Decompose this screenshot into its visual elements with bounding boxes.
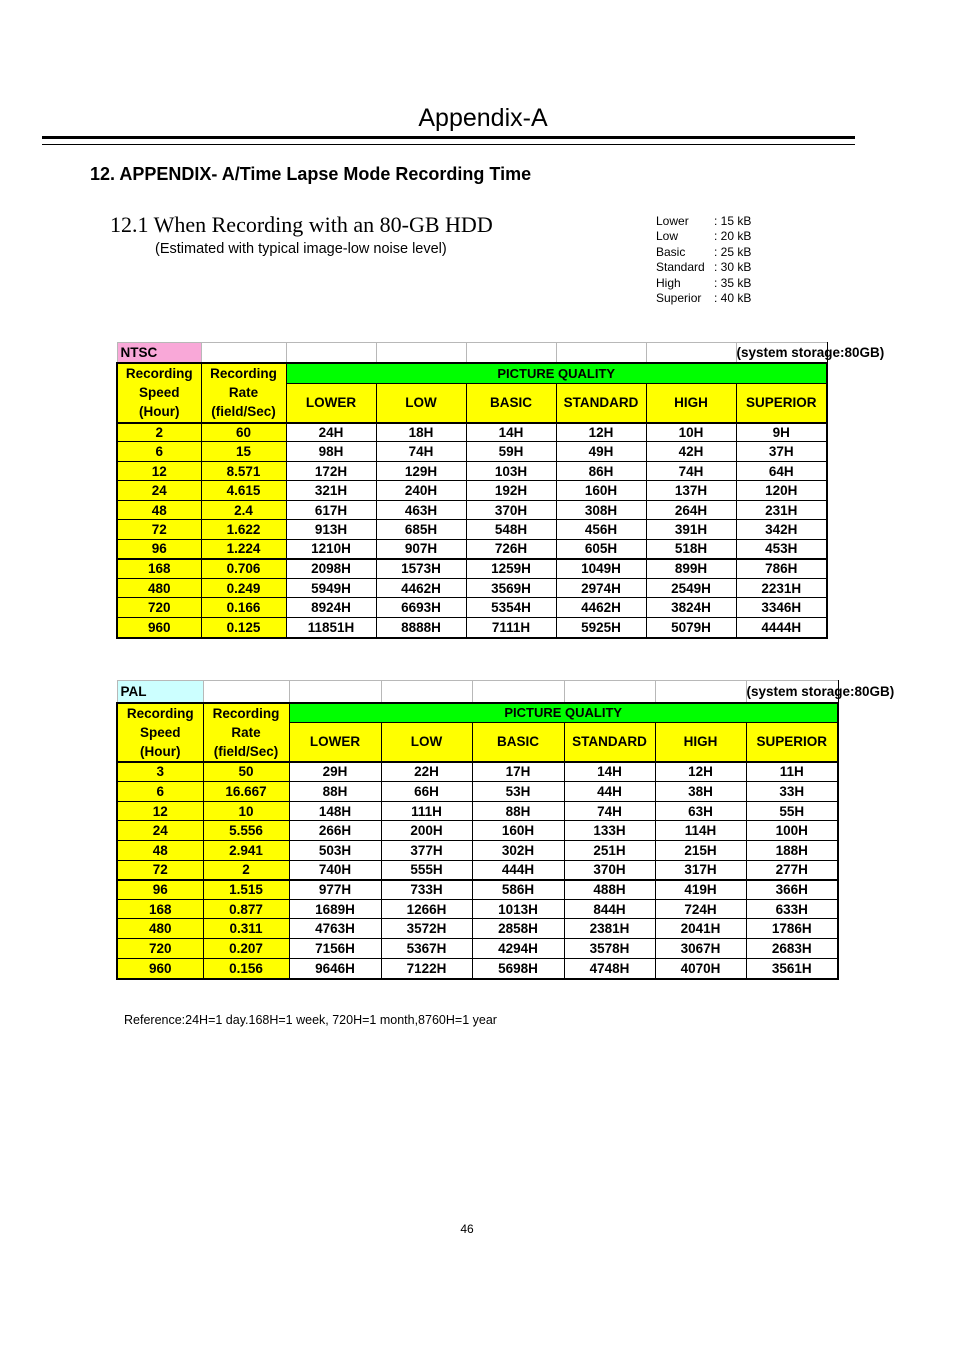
time-cell: 5925H <box>556 618 646 638</box>
rate-cell: 2.941 <box>203 841 289 861</box>
size-row-high <box>656 276 751 291</box>
time-cell: 1210H <box>286 540 376 559</box>
empty-cell <box>564 681 655 703</box>
speed-cell: 96 <box>117 540 201 559</box>
time-cell: 1259H <box>466 559 556 579</box>
time-cell: 74H <box>376 442 466 462</box>
empty-cell <box>286 343 376 363</box>
time-cell: 2041H <box>655 919 746 939</box>
time-cell: 366H <box>746 880 838 900</box>
rate-cell: 0.125 <box>201 618 286 638</box>
page-title: Appendix-A <box>418 104 548 132</box>
time-cell: 4070H <box>655 959 746 979</box>
rate-cell: 0.166 <box>201 598 286 618</box>
time-cell: 64H <box>736 462 827 481</box>
title-rule-thin <box>42 144 855 145</box>
size-row-superior <box>656 291 751 306</box>
time-cell: 7122H <box>381 959 472 979</box>
time-cell: 44H <box>564 782 655 802</box>
time-cell: 5949H <box>286 579 376 598</box>
rate-cell: 0.311 <box>203 919 289 939</box>
time-cell: 1049H <box>556 559 646 579</box>
rate-cell: 50 <box>203 762 289 782</box>
system-storage-note: (system storage:80GB) <box>736 343 827 363</box>
time-cell: 37H <box>736 442 827 462</box>
table-row <box>117 959 838 979</box>
speed-header-line: (Hour) <box>139 404 180 419</box>
time-cell: 913H <box>286 520 376 540</box>
time-cell: 160H <box>556 481 646 501</box>
size-label: Low <box>656 229 679 244</box>
time-cell: 2381H <box>564 919 655 939</box>
table-row <box>117 579 827 598</box>
quality-header-high: HIGH <box>646 384 736 423</box>
time-cell: 419H <box>655 880 746 900</box>
time-cell: 120H <box>736 481 827 501</box>
table-row <box>117 841 838 861</box>
time-cell: 5354H <box>466 598 556 618</box>
rate-cell: 16.667 <box>203 782 289 802</box>
empty-cell <box>203 681 289 703</box>
rate-cell: 0.706 <box>201 559 286 579</box>
empty-cell <box>381 681 472 703</box>
time-cell: 4294H <box>472 939 564 959</box>
rate-cell: 0.249 <box>201 579 286 598</box>
size-value: : 40 kB <box>714 291 752 306</box>
speed-header-line: Speed <box>138 385 180 400</box>
size-row-low <box>656 229 751 244</box>
time-cell: 88H <box>472 802 564 821</box>
time-cell: 3067H <box>655 939 746 959</box>
time-cell: 215H <box>655 841 746 861</box>
time-cell: 2858H <box>472 919 564 939</box>
rate-header-line: Recording <box>212 705 280 721</box>
quality-header-standard: STANDARD <box>564 723 655 762</box>
empty-cell <box>289 681 381 703</box>
time-cell: 8888H <box>376 618 466 638</box>
time-cell: 548H <box>466 520 556 540</box>
rate-cell: 4.615 <box>201 481 286 501</box>
time-cell: 12H <box>556 423 646 442</box>
quality-header-lower: LOWER <box>286 384 376 423</box>
quality-header-superior: SUPERIOR <box>746 723 838 762</box>
time-cell: 518H <box>646 540 736 559</box>
time-cell: 617H <box>286 501 376 520</box>
quality-header-superior: SUPERIOR <box>736 384 827 423</box>
time-cell: 88H <box>289 782 381 802</box>
time-cell: 3824H <box>646 598 736 618</box>
time-cell: 3561H <box>746 959 838 979</box>
time-cell: 200H <box>381 821 472 841</box>
rate-cell: 2.4 <box>201 501 286 520</box>
time-cell: 907H <box>376 540 466 559</box>
system-label: NTSC <box>117 343 201 363</box>
time-cell: 726H <box>466 540 556 559</box>
time-cell: 17H <box>472 762 564 782</box>
table-row <box>117 802 838 821</box>
picture-quality-header: PICTURE QUALITY <box>289 703 838 723</box>
speed-cell: 72 <box>117 520 201 540</box>
time-cell: 172H <box>286 462 376 481</box>
time-cell: 2231H <box>736 579 827 598</box>
quality-header-standard: STANDARD <box>556 384 646 423</box>
time-cell: 317H <box>655 861 746 880</box>
time-cell: 74H <box>564 802 655 821</box>
size-label: Basic <box>656 244 686 259</box>
speed-cell: 480 <box>117 579 201 598</box>
table-row <box>117 559 827 579</box>
table-row <box>117 900 838 919</box>
size-row-standard <box>656 260 751 275</box>
table-row <box>117 481 827 501</box>
time-cell: 1786H <box>746 919 838 939</box>
time-cell: 266H <box>289 821 381 841</box>
rate-header <box>201 363 286 423</box>
speed-cell: 24 <box>117 821 203 841</box>
time-cell: 129H <box>376 462 466 481</box>
size-label: Lower <box>656 214 689 228</box>
time-cell: 66H <box>381 782 472 802</box>
speed-cell: 720 <box>117 939 203 959</box>
time-cell: 22H <box>381 762 472 782</box>
rate-cell: 1.622 <box>201 520 286 540</box>
table-row <box>117 821 838 841</box>
time-cell: 42H <box>646 442 736 462</box>
time-cell: 4462H <box>376 579 466 598</box>
time-cell: 453H <box>736 540 827 559</box>
time-cell: 74H <box>646 462 736 481</box>
time-cell: 148H <box>289 802 381 821</box>
time-cell: 38H <box>655 782 746 802</box>
time-cell: 4462H <box>556 598 646 618</box>
time-cell: 240H <box>376 481 466 501</box>
time-cell: 8924H <box>286 598 376 618</box>
speed-cell: 12 <box>117 802 203 821</box>
system-storage-note: (system storage:80GB) <box>746 681 838 703</box>
time-cell: 63H <box>655 802 746 821</box>
speed-header-line: Recording <box>125 366 193 381</box>
rate-cell: 8.571 <box>201 462 286 481</box>
time-cell: 103H <box>466 462 556 481</box>
rate-cell: 1.224 <box>201 540 286 559</box>
speed-cell: 720 <box>117 598 201 618</box>
time-cell: 11H <box>746 762 838 782</box>
time-cell: 3572H <box>381 919 472 939</box>
pal-recording-time-table <box>116 680 895 980</box>
time-cell: 444H <box>472 861 564 880</box>
time-cell: 4763H <box>289 919 381 939</box>
speed-header-line: (Hour) <box>140 743 181 759</box>
empty-cell <box>376 343 466 363</box>
speed-cell: 960 <box>117 959 203 979</box>
quality-header-low: LOW <box>376 384 466 423</box>
time-cell: 633H <box>746 900 838 919</box>
time-cell: 277H <box>746 861 838 880</box>
rate-cell: 60 <box>201 423 286 442</box>
time-cell: 10H <box>646 423 736 442</box>
rate-cell: 5.556 <box>203 821 289 841</box>
size-value: : 25 kB <box>714 244 752 259</box>
time-cell: 114H <box>655 821 746 841</box>
time-cell: 11851H <box>286 618 376 638</box>
size-value: : 30 kB <box>714 260 752 275</box>
time-cell: 4748H <box>564 959 655 979</box>
time-cell: 137H <box>646 481 736 501</box>
time-cell: 29H <box>289 762 381 782</box>
time-cell: 1573H <box>376 559 466 579</box>
subsection-heading: 12.1 When Recording with an 80-GB HDD <box>110 212 493 237</box>
size-label: High <box>656 275 681 290</box>
speed-header <box>117 363 201 423</box>
time-cell: 733H <box>381 880 472 900</box>
time-cell: 49H <box>556 442 646 462</box>
ntsc-recording-time-table <box>116 342 885 639</box>
speed-cell: 2 <box>117 423 201 442</box>
time-cell: 7156H <box>289 939 381 959</box>
size-value: : 15 kB <box>714 214 752 228</box>
time-cell: 1013H <box>472 900 564 919</box>
section-heading: 12. APPENDIX- A/Time Lapse Mode Recording Time <box>90 164 532 184</box>
time-cell: 188H <box>746 841 838 861</box>
speed-cell: 960 <box>117 618 201 638</box>
time-cell: 1266H <box>381 900 472 919</box>
time-cell: 5698H <box>472 959 564 979</box>
time-cell: 555H <box>381 861 472 880</box>
time-cell: 100H <box>746 821 838 841</box>
rate-cell: 0.877 <box>203 900 289 919</box>
table-row <box>117 598 827 618</box>
table-row <box>117 462 827 481</box>
table-row <box>117 501 827 520</box>
time-cell: 321H <box>286 481 376 501</box>
size-row-lower <box>656 214 751 229</box>
time-cell: 111H <box>381 802 472 821</box>
rate-header-line: Rate <box>231 724 261 740</box>
speed-cell: 480 <box>117 919 203 939</box>
rate-header <box>203 703 289 762</box>
speed-cell: 6 <box>117 442 201 462</box>
rate-header-line: Rate <box>228 385 259 400</box>
table-row <box>117 762 838 782</box>
empty-cell <box>201 343 286 363</box>
time-cell: 844H <box>564 900 655 919</box>
rate-header-line: (field/Sec) <box>213 743 279 759</box>
time-cell: 264H <box>646 501 736 520</box>
rate-cell: 10 <box>203 802 289 821</box>
time-cell: 503H <box>289 841 381 861</box>
page-number: 46 <box>460 1222 474 1236</box>
time-cell: 192H <box>466 481 556 501</box>
size-label: Superior <box>656 291 702 306</box>
speed-header <box>117 703 203 762</box>
time-cell: 231H <box>736 501 827 520</box>
title-rule-thick <box>42 136 855 139</box>
quality-header-basic: BASIC <box>466 384 556 423</box>
rate-cell: 1.515 <box>203 880 289 900</box>
time-cell: 1689H <box>289 900 381 919</box>
speed-cell: 6 <box>117 782 203 802</box>
empty-cell <box>655 681 746 703</box>
time-cell: 14H <box>466 423 556 442</box>
time-cell: 488H <box>564 880 655 900</box>
table-row <box>117 861 838 880</box>
speed-cell: 24 <box>117 481 201 501</box>
time-cell: 12H <box>655 762 746 782</box>
time-cell: 342H <box>736 520 827 540</box>
time-cell: 160H <box>472 821 564 841</box>
time-cell: 2098H <box>286 559 376 579</box>
time-cell: 463H <box>376 501 466 520</box>
time-cell: 3569H <box>466 579 556 598</box>
time-cell: 5367H <box>381 939 472 959</box>
quality-size-legend <box>656 214 751 306</box>
quality-header-high: HIGH <box>655 723 746 762</box>
time-cell: 2683H <box>746 939 838 959</box>
empty-cell <box>472 681 564 703</box>
size-label: Standard <box>656 260 705 275</box>
time-cell: 977H <box>289 880 381 900</box>
empty-cell <box>646 343 736 363</box>
speed-cell: 48 <box>117 501 201 520</box>
time-cell: 456H <box>556 520 646 540</box>
time-cell: 740H <box>289 861 381 880</box>
speed-header-line: Recording <box>126 705 194 721</box>
subsection-note: (Estimated with typical image-low noise level) <box>155 241 447 257</box>
time-cell: 33H <box>746 782 838 802</box>
rate-header-line: (field/Sec) <box>211 404 276 419</box>
time-cell: 3578H <box>564 939 655 959</box>
time-cell: 9646H <box>289 959 381 979</box>
size-value: : 35 kB <box>714 275 752 290</box>
time-cell: 53H <box>472 782 564 802</box>
size-row-basic <box>656 245 751 260</box>
rate-header-line: Recording <box>210 366 277 381</box>
time-cell: 370H <box>466 501 556 520</box>
table-row <box>117 880 838 900</box>
size-value: : 20 kB <box>714 229 752 244</box>
time-cell: 724H <box>655 900 746 919</box>
time-cell: 14H <box>564 762 655 782</box>
time-cell: 5079H <box>646 618 736 638</box>
time-cell: 302H <box>472 841 564 861</box>
time-cell: 377H <box>381 841 472 861</box>
speed-header-line: Speed <box>139 724 181 740</box>
time-cell: 4444H <box>736 618 827 638</box>
time-cell: 605H <box>556 540 646 559</box>
rate-cell: 15 <box>201 442 286 462</box>
time-cell: 59H <box>466 442 556 462</box>
time-cell: 2974H <box>556 579 646 598</box>
rate-cell: 2 <box>203 861 289 880</box>
time-cell: 55H <box>746 802 838 821</box>
table-row <box>117 939 838 959</box>
table-row <box>117 520 827 540</box>
time-cell: 586H <box>472 880 564 900</box>
reference-note: Reference:24H=1 day.168H=1 week, 720H=1 month,8760H=1 year <box>124 1013 497 1027</box>
speed-cell: 48 <box>117 841 203 861</box>
table-row <box>117 540 827 559</box>
time-cell: 3346H <box>736 598 827 618</box>
speed-cell: 96 <box>117 880 203 900</box>
rate-cell: 0.207 <box>203 939 289 959</box>
time-cell: 7111H <box>466 618 556 638</box>
time-cell: 9H <box>736 423 827 442</box>
empty-cell <box>556 343 646 363</box>
time-cell: 18H <box>376 423 466 442</box>
empty-cell <box>466 343 556 363</box>
rate-cell: 0.156 <box>203 959 289 979</box>
table-row <box>117 442 827 462</box>
table-row <box>117 618 827 638</box>
time-cell: 6693H <box>376 598 466 618</box>
speed-cell: 72 <box>117 861 203 880</box>
speed-cell: 168 <box>117 559 201 579</box>
time-cell: 133H <box>564 821 655 841</box>
speed-cell: 12 <box>117 462 201 481</box>
picture-quality-header: PICTURE QUALITY <box>286 363 827 384</box>
time-cell: 98H <box>286 442 376 462</box>
time-cell: 391H <box>646 520 736 540</box>
system-label: PAL <box>117 681 203 703</box>
quality-header-lower: LOWER <box>289 723 381 762</box>
time-cell: 685H <box>376 520 466 540</box>
time-cell: 86H <box>556 462 646 481</box>
speed-cell: 168 <box>117 900 203 919</box>
time-cell: 899H <box>646 559 736 579</box>
time-cell: 24H <box>286 423 376 442</box>
speed-cell: 3 <box>117 762 203 782</box>
quality-header-basic: BASIC <box>472 723 564 762</box>
quality-header-low: LOW <box>381 723 472 762</box>
time-cell: 308H <box>556 501 646 520</box>
time-cell: 251H <box>564 841 655 861</box>
table-row <box>117 919 838 939</box>
table-row <box>117 423 827 442</box>
table-row <box>117 782 838 802</box>
time-cell: 370H <box>564 861 655 880</box>
time-cell: 786H <box>736 559 827 579</box>
time-cell: 2549H <box>646 579 736 598</box>
